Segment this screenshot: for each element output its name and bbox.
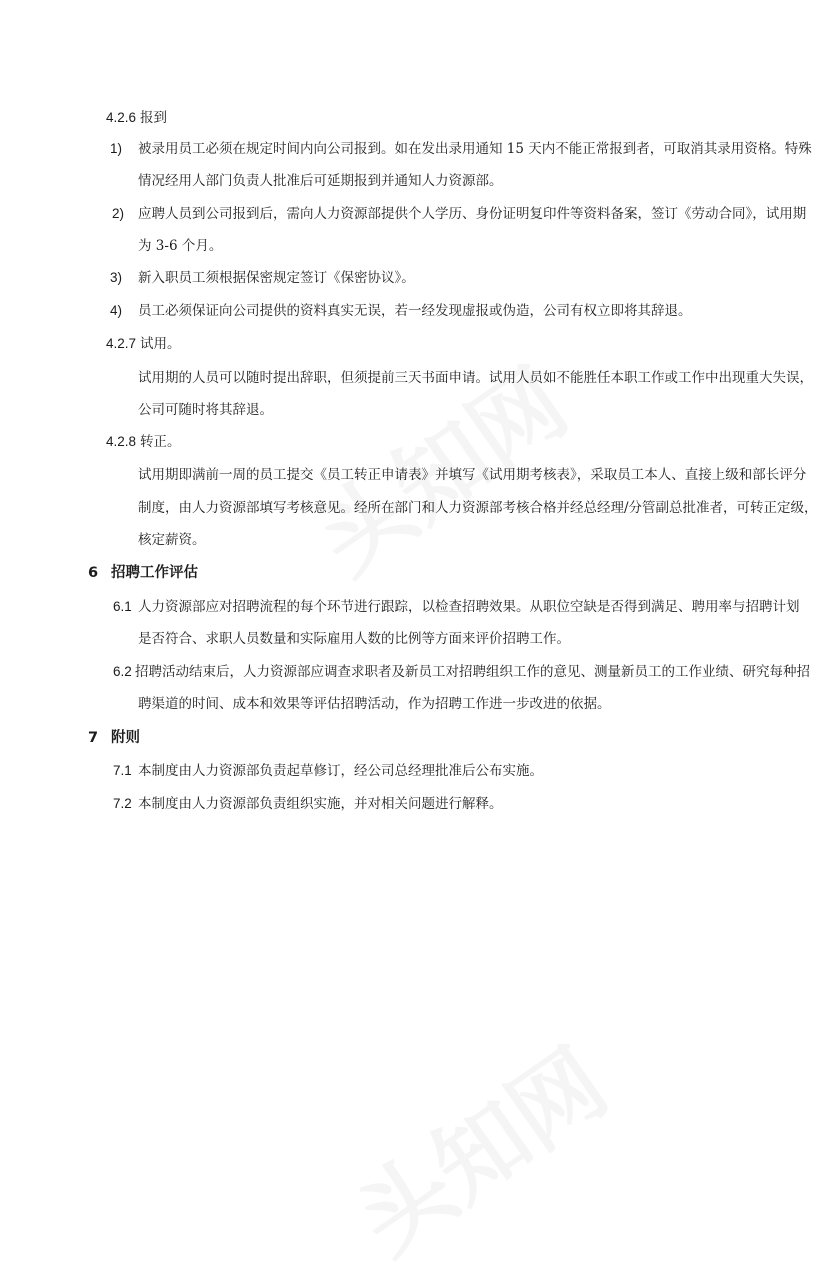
list-number: 3)	[110, 270, 123, 285]
paragraph-text: 试用期的人员可以随时提出辞职，但须提前三天书面申请。试用人员如不能胜任本职工作或工作中出现重大失误，	[138, 370, 813, 386]
list-item-text: 被录用员工必须在规定时间内向公司报到。如在发出录用通知 15 天内不能正常报到者，可取消其录用资格。特殊	[138, 141, 812, 157]
chapter-number: 6	[88, 565, 99, 581]
paragraph-text: 核定薪资。	[138, 532, 206, 548]
chapter-number: 7	[88, 730, 99, 746]
list-item-text: 招聘活动结束后，人力资源部应调查求职者及新员工对招聘组织工作的意见、测量新员工的工作业绩、研究每种招	[135, 664, 810, 680]
list-number: 7.1	[113, 763, 132, 778]
list-number: 4)	[110, 303, 123, 318]
section-number: 4.2.8	[106, 434, 137, 449]
list-item-text: 情况经用人部门负责人批准后可延期报到并通知人力资源部。	[138, 173, 503, 189]
list-number: 6.1	[113, 599, 132, 614]
chapter-title: 附则	[111, 730, 140, 746]
list-number: 1)	[110, 141, 123, 156]
paragraph-text: 制度，由人力资源部填写考核意见。经所在部门和人力资源部考核合格并经总经理/分管副总批准者，可转正定级，	[138, 500, 818, 516]
list-item-text: 本制度由人力资源部负责起草修订，经公司总经理批准后公布实施。	[138, 763, 543, 779]
chapter-title: 招聘工作评估	[111, 565, 198, 581]
list-item-text: 为 3-6 个月。	[138, 238, 223, 254]
list-number: 2)	[112, 206, 125, 221]
paragraph-text: 试用期即满前一周的员工提交《员工转正申请表》并填写《试用期考核表》，采取员工本人、直接上级和部长评分	[138, 467, 807, 483]
list-number: 7.2	[113, 796, 132, 811]
watermark-bottom	[327, 1013, 629, 1279]
section-title: 转正。	[140, 434, 181, 450]
section-title: 报到	[140, 110, 167, 126]
list-item-text: 人力资源部应对招聘流程的每个环节进行跟踪，以检查招聘效果。从职位空缺是否得到满足、聘用率与招聘计划	[138, 599, 800, 615]
list-item-text: 聘渠道的时间、成本和效果等评估招聘活动，作为招聘工作进一步改进的依据。	[138, 696, 611, 712]
section-number: 4.2.7	[106, 336, 137, 351]
list-item-text: 应聘人员到公司报到后，需向人力资源部提供个人学历、身份证明复印件等资料备案，签订《劳动合同》，试用期	[138, 206, 807, 222]
list-item-text: 新入职员工须根据保密规定签订《保密协议》。	[138, 270, 415, 286]
section-title: 试用。	[140, 336, 181, 352]
list-number: 6.2	[113, 664, 132, 679]
list-item-text: 本制度由人力资源部负责组织实施，并对相关问题进行解释。	[138, 796, 503, 812]
list-item-text: 员工必须保证向公司提供的资料真实无误，若一经发现虚报或伪造，公司有权立即将其辞退。	[138, 303, 692, 319]
list-item-text: 是否符合、求职人员数量和实际雇用人数的比例等方面来评价招聘工作。	[138, 631, 570, 647]
paragraph-text: 公司可随时将其辞退。	[138, 402, 273, 418]
section-number: 4.2.6	[106, 110, 137, 125]
